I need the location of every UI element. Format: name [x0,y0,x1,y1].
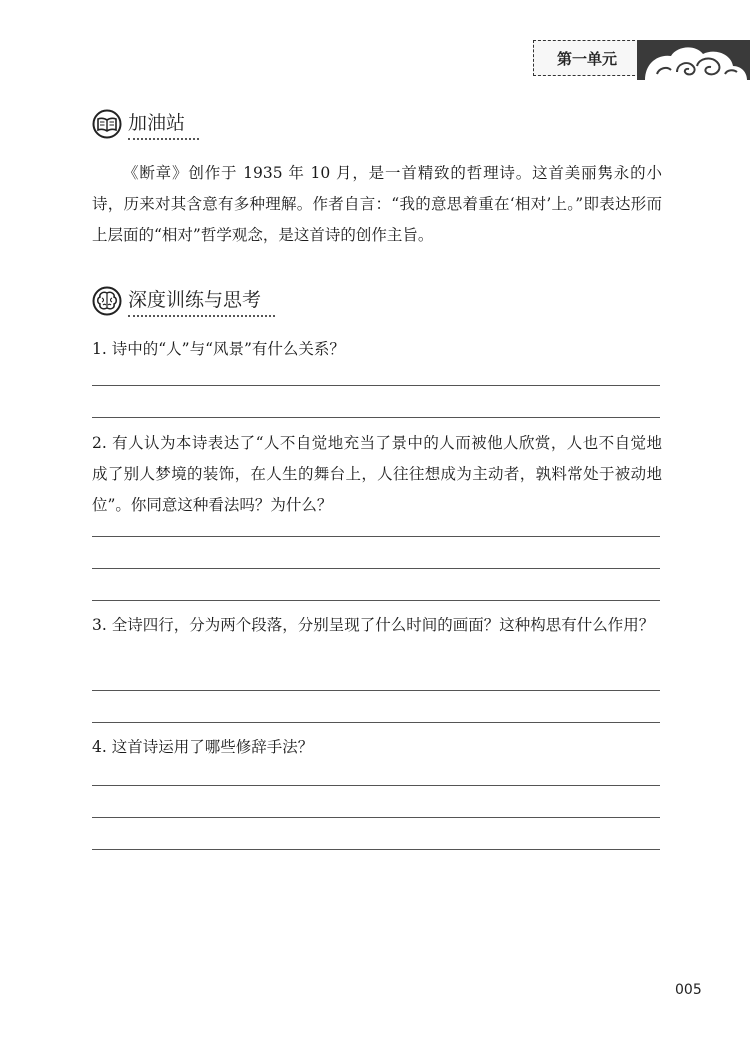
answer-line[interactable] [92,385,660,386]
answer-line[interactable] [92,817,660,818]
section-title-training: 深度训练与思考 [128,285,275,317]
question-3: 3. 全诗四行，分为两个段落，分别呈现了什么时间的画面？这种构思有什么作用？ [92,616,655,634]
section-header-training [92,285,275,317]
answer-line[interactable] [92,722,660,723]
question-4: 4. 这首诗运用了哪些修辞手法？ [92,738,314,756]
section-header-refuel [92,108,199,140]
answer-line[interactable] [92,568,660,569]
answer-line[interactable] [92,690,660,691]
question-2: 2. 有人认为本诗表达了“人不自觉地充当了景中的人而被他人欣赏，人也不自觉地成了别人梦境的装饰，在人生的舞台上，人往往想成为主动者，孰料常处于被动地位”。你同意这种看法吗？为什么？ [92,434,662,514]
cloud-pattern-icon [637,40,750,80]
open-book-icon [92,109,122,139]
brain-icon [92,286,122,316]
answer-line[interactable] [92,849,660,850]
section-title-refuel: 加油站 [128,108,199,140]
answer-line[interactable] [92,600,660,601]
unit-label: 第一单元 [533,40,640,76]
answer-line[interactable] [92,536,660,537]
page-number: 005 [675,982,702,998]
answer-line[interactable] [92,417,660,418]
answer-line[interactable] [92,785,660,786]
question-1: 1. 诗中的“人”与“风景”有什么关系？ [92,340,345,358]
refuel-paragraph: 《断章》创作于 1935 年 10 月，是一首精致的哲理诗。这首美丽隽永的小诗，历来对其含意有多种理解。作者自言：“我的意思着重在‘相对’上。”即表达形而上层面的“相对”哲学观念，是这首诗的创作主旨。 [92,164,662,244]
